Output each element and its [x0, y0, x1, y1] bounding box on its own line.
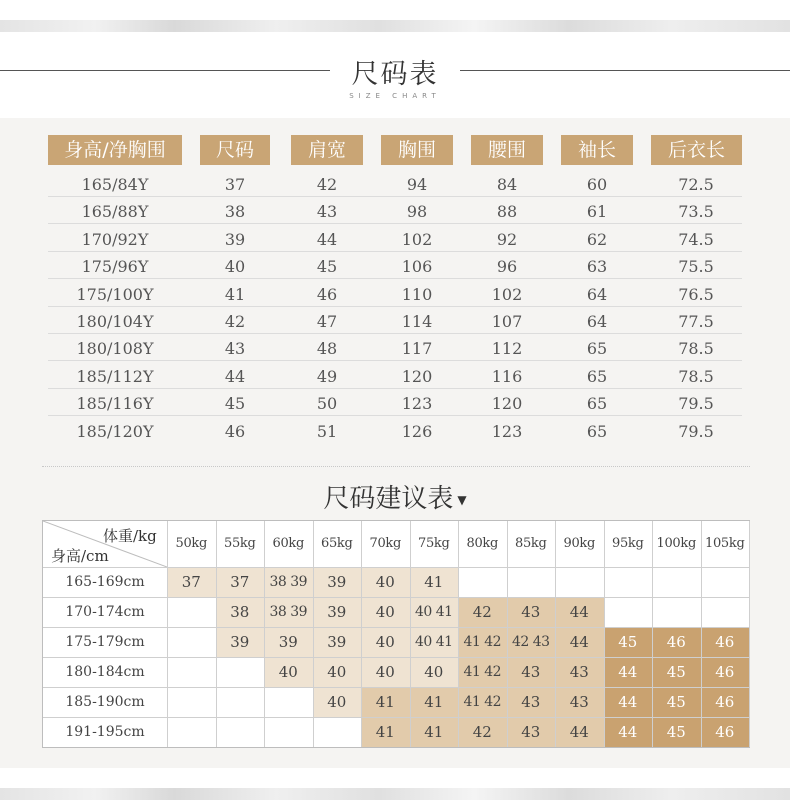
size-chart-cell: 41: [224, 284, 246, 304]
size-chart-cell: 98: [406, 202, 428, 222]
weight-header: 95kg: [611, 536, 644, 551]
size-chart-cell: 63: [586, 257, 608, 277]
size-chart-cell: 64: [586, 284, 608, 304]
caret-down-icon: ▼: [457, 492, 467, 507]
grid-vline: [652, 521, 653, 747]
suggestion-cell: 41: [361, 717, 410, 747]
height-header: 170-174cm: [65, 604, 145, 620]
suggestion-cell: [167, 687, 216, 717]
suggestion-cell: 40: [313, 687, 362, 717]
size-chart-cell: 37: [224, 175, 246, 194]
size-chart-cell: 45: [224, 394, 246, 414]
size-chart-cell: 165/88Y: [81, 202, 149, 222]
size-chart-cell: 51: [316, 421, 338, 441]
size-chart-row: [48, 197, 742, 224]
suggestion-cell: 46: [652, 627, 701, 657]
size-chart-cell: 78.5: [678, 339, 714, 359]
suggestion-cell: [652, 597, 701, 627]
size-chart-cell: 175/100Y: [76, 284, 154, 304]
size-chart-row: [48, 170, 742, 197]
size-chart-header-height-chest: 身高/净胸围: [48, 135, 182, 165]
weight-header: 80kg: [466, 536, 499, 551]
suggestion-cell: 43: [507, 597, 556, 627]
suggestion-cell: [216, 687, 265, 717]
weight-header: 70kg: [369, 536, 402, 551]
size-chart-header-back-length: 后衣长: [651, 135, 742, 165]
suggestion-cell: [264, 717, 313, 747]
suggestion-cell: [167, 657, 216, 687]
size-chart-cell: 110: [401, 284, 433, 304]
suggestion-cell: 39: [313, 627, 362, 657]
size-chart-cell: 116: [491, 366, 523, 386]
size-chart-row: [48, 417, 742, 444]
suggestion-cell: 44: [555, 597, 604, 627]
size-chart-cell: 92: [496, 229, 518, 249]
suggestion-cell: 39: [264, 627, 313, 657]
size-chart-cell: 64: [586, 312, 608, 331]
grid-vline: [264, 521, 265, 747]
weight-header: 75kg: [417, 536, 450, 551]
size-chart-cell: 43: [316, 202, 338, 222]
size-chart-cell: 94: [406, 175, 428, 194]
size-chart-cell: 79.5: [678, 394, 714, 414]
size-chart-cell: 106: [401, 257, 433, 277]
size-chart-header-waist: 腰围: [471, 135, 543, 165]
corner-weight-label: 体重/kg: [103, 527, 157, 545]
size-chart-cell: 73.5: [678, 202, 714, 222]
size-chart-cell: 170/92Y: [81, 229, 149, 249]
size-chart-cell: 47: [316, 312, 338, 331]
suggestion-title-text: 尺码建议表: [323, 484, 454, 514]
suggestion-cell: 39: [313, 597, 362, 627]
size-chart-cell: 112: [491, 339, 523, 359]
size-suggestion-grid: [42, 520, 750, 748]
size-chart-cell: 114: [401, 312, 433, 331]
suggestion-cell: 45: [652, 657, 701, 687]
suggestion-cell: 43: [555, 657, 604, 687]
suggestion-title: [0, 478, 790, 515]
suggestion-cell: 39: [216, 627, 265, 657]
size-chart-row: [48, 307, 742, 334]
suggestion-cell: 40: [313, 657, 362, 687]
size-chart-cell: 72.5: [678, 175, 714, 194]
size-chart-cell: 43: [224, 339, 246, 359]
suggestion-cell: [167, 717, 216, 747]
size-chart-cell: 65: [586, 366, 608, 386]
size-chart-row: [48, 334, 742, 361]
suggestion-cell: 38 39: [264, 597, 313, 627]
suggestion-cell: 40: [264, 657, 313, 687]
grid-vline: [167, 521, 168, 747]
size-chart-cell: 50: [316, 394, 338, 414]
grid-vline: [458, 521, 459, 747]
grid-hline: [43, 627, 749, 628]
size-chart-row: [48, 252, 742, 279]
size-chart-cell: 62: [586, 229, 608, 249]
size-chart-cell: 185/112Y: [76, 366, 154, 386]
size-chart-cell: 45: [316, 257, 338, 277]
size-chart-cell: 126: [401, 421, 433, 441]
size-chart-cell: 120: [401, 366, 433, 386]
corner-height-label: 身高/cm: [51, 547, 109, 565]
page-header: [0, 48, 790, 108]
suggestion-cell: 41 42: [458, 627, 507, 657]
weight-header: 60kg: [272, 536, 305, 551]
size-chart-cell: 180/104Y: [76, 312, 154, 331]
size-chart-cell: 76.5: [678, 284, 714, 304]
grid-hline: [43, 717, 749, 718]
suggestion-cell: 41: [410, 717, 459, 747]
grid-vline: [701, 521, 702, 747]
suggestion-cell: 42: [458, 597, 507, 627]
weight-header: 50kg: [175, 536, 208, 551]
suggestion-cell: 39: [313, 567, 362, 597]
size-chart-cell: 40: [224, 257, 246, 277]
suggestion-cell: 46: [701, 717, 750, 747]
height-header: 165-169cm: [65, 574, 145, 590]
size-chart-cell: 175/96Y: [81, 257, 149, 277]
weight-header: 105kg: [704, 536, 745, 551]
suggestion-cell: [652, 567, 701, 597]
size-chart-cell: 49: [316, 366, 338, 386]
size-chart-row: [48, 225, 742, 252]
weight-header: 90kg: [563, 536, 596, 551]
size-chart-cell: 44: [316, 229, 338, 249]
page-subtitle: SIZE CHART: [349, 92, 441, 100]
suggestion-cell: 40: [361, 627, 410, 657]
suggestion-cell: 41: [410, 567, 459, 597]
suggestion-cell: 40 41: [410, 597, 459, 627]
size-chart-cell: 102: [491, 284, 523, 304]
weight-header: 100kg: [656, 536, 696, 551]
suggestion-cell: 40: [410, 657, 459, 687]
size-chart-cell: 42: [224, 312, 246, 331]
size-chart-cell: 117: [401, 339, 433, 359]
suggestion-cell: [167, 627, 216, 657]
height-header: 180-184cm: [65, 664, 145, 680]
suggestion-cell: [604, 597, 653, 627]
grid-vline: [555, 521, 556, 747]
suggestion-cell: 40: [361, 567, 410, 597]
header-rule-left: [0, 70, 330, 71]
bottom-decor-strip: [0, 788, 790, 800]
suggestion-cell: 45: [604, 627, 653, 657]
grid-vline: [507, 521, 508, 747]
suggestion-cell: 44: [604, 657, 653, 687]
size-chart-cell: 60: [586, 175, 608, 194]
size-chart-cell: 78.5: [678, 366, 714, 386]
size-chart-cell: 38: [224, 202, 246, 222]
suggestion-cell: 38 39: [264, 567, 313, 597]
suggestion-cell: 46: [701, 657, 750, 687]
suggestion-cell: 44: [555, 717, 604, 747]
suggestion-cell: 40: [361, 597, 410, 627]
grid-vline: [216, 521, 217, 747]
height-header: 191-195cm: [65, 724, 145, 740]
size-chart-header-chest: 胸围: [381, 135, 453, 165]
header-rule-right: [460, 70, 790, 71]
weight-header: 65kg: [320, 536, 353, 551]
suggestion-cell: [701, 567, 750, 597]
suggestion-cell: 44: [604, 687, 653, 717]
suggestion-cell: 44: [555, 627, 604, 657]
suggestion-cell: [701, 597, 750, 627]
size-chart-cell: 79.5: [678, 421, 714, 441]
size-chart-cell: 180/108Y: [76, 339, 154, 359]
suggestion-cell: 38: [216, 597, 265, 627]
size-chart-cell: 123: [401, 394, 433, 414]
size-chart-cell: 123: [491, 421, 523, 441]
size-chart-cell: 42: [316, 175, 338, 194]
weight-header: 85kg: [514, 536, 547, 551]
size-chart-cell: 39: [224, 229, 246, 249]
size-chart-cell: 77.5: [678, 312, 714, 331]
suggestion-cell: 43: [555, 687, 604, 717]
size-chart-cell: 185/116Y: [76, 394, 154, 414]
size-chart-cell: 74.5: [678, 229, 714, 249]
size-chart-cell: 46: [316, 284, 338, 304]
size-chart-cell: 185/120Y: [76, 421, 154, 441]
size-chart-cell: 48: [316, 339, 338, 359]
suggestion-cell: [458, 567, 507, 597]
grid-vline: [313, 521, 314, 747]
size-chart-cell: 75.5: [678, 257, 714, 277]
page-title: 尺码表: [351, 59, 439, 90]
suggestion-cell: 41: [410, 687, 459, 717]
suggestion-cell: 44: [604, 717, 653, 747]
size-chart-cell: 107: [491, 312, 523, 331]
size-chart-row: [48, 389, 742, 416]
size-chart-cell: 65: [586, 339, 608, 359]
grid-vline: [749, 521, 750, 747]
grid-vline: [410, 521, 411, 747]
suggestion-cell: 42 43: [507, 627, 556, 657]
weight-header: 55kg: [223, 536, 256, 551]
suggestion-cell: 41 42: [458, 657, 507, 687]
suggestion-cell: 37: [216, 567, 265, 597]
suggestion-cell: 45: [652, 717, 701, 747]
grid-vline: [604, 521, 605, 747]
suggestion-cell: 41 42: [458, 687, 507, 717]
grid-vline: [361, 521, 362, 747]
size-chart-cell: 88: [496, 202, 518, 222]
suggestion-cell: 43: [507, 657, 556, 687]
suggestion-cell: 42: [458, 717, 507, 747]
suggestion-cell: [216, 717, 265, 747]
size-chart-header-size: 尺码: [200, 135, 270, 165]
size-chart-cell: 84: [496, 175, 518, 194]
suggestion-cell: [216, 657, 265, 687]
size-chart-cell: 96: [496, 257, 518, 277]
size-chart-cell: 102: [401, 229, 433, 249]
suggestion-cell: [264, 687, 313, 717]
size-chart-cell: 165/84Y: [81, 175, 149, 194]
grid-hline: [43, 657, 749, 658]
size-chart-cell: 44: [224, 366, 246, 386]
suggestion-cell: 46: [701, 627, 750, 657]
suggestion-cell: [555, 567, 604, 597]
size-chart-header-sleeve: 袖长: [561, 135, 633, 165]
suggestion-cell: 45: [652, 687, 701, 717]
suggestion-cell: 40: [361, 657, 410, 687]
height-header: 175-179cm: [65, 634, 145, 650]
grid-hline: [43, 687, 749, 688]
size-chart-row: [48, 362, 742, 389]
grid-hline: [43, 567, 749, 568]
size-chart-cell: 65: [586, 421, 608, 441]
suggestion-cell: [507, 567, 556, 597]
size-chart-row: [48, 280, 742, 307]
height-header: 185-190cm: [65, 694, 145, 710]
suggestion-cell: 46: [701, 687, 750, 717]
size-chart-header-shoulder: 肩宽: [291, 135, 363, 165]
suggestion-cell: 43: [507, 717, 556, 747]
suggestion-cell: 43: [507, 687, 556, 717]
section-divider: [42, 466, 750, 467]
suggestion-cell: [167, 597, 216, 627]
suggestion-cell: [604, 567, 653, 597]
suggestion-cell: 37: [167, 567, 216, 597]
grid-hline: [43, 597, 749, 598]
suggestion-cell: 41: [361, 687, 410, 717]
size-chart-cell: 65: [586, 394, 608, 414]
size-chart-cell: 46: [224, 421, 246, 441]
top-decor-strip: [0, 20, 790, 32]
suggestion-cell: 40 41: [410, 627, 459, 657]
size-chart-cell: 61: [586, 202, 608, 222]
suggestion-cell: [313, 717, 362, 747]
size-chart-cell: 120: [491, 394, 523, 414]
